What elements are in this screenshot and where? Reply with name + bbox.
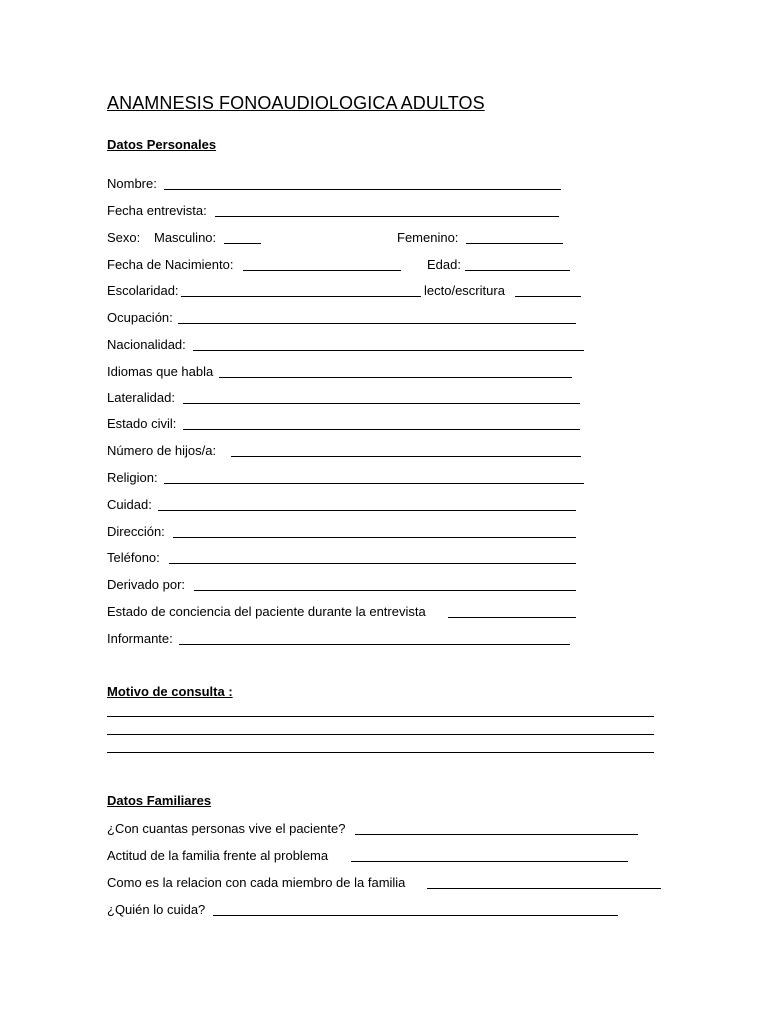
blank-relacion-familia[interactable] <box>427 888 661 889</box>
field-actitud-familia <box>107 847 632 865</box>
field-informante <box>107 630 572 648</box>
blank-numero-hijos[interactable] <box>231 456 581 457</box>
blank-lecto-escritura[interactable] <box>515 296 581 297</box>
label-femenino: Femenino: <box>397 230 459 245</box>
label-estado-civil: Estado civil: <box>107 416 177 431</box>
label-informante: Informante: <box>107 631 173 646</box>
blank-motivo-line-2[interactable] <box>107 734 654 735</box>
label-lecto-escritura: lecto/escritura <box>424 283 505 298</box>
field-telefono <box>107 549 577 567</box>
field-relacion-familia <box>107 874 662 892</box>
label-masculino: Masculino: <box>154 230 217 245</box>
blank-motivo-line-3[interactable] <box>107 752 654 753</box>
blank-motivo-line-1[interactable] <box>107 716 654 717</box>
label-relacion-familia: Como es la relacion con cada miembro de la familia <box>107 875 406 890</box>
blank-personas-vive[interactable] <box>355 834 638 835</box>
label-idiomas: Idiomas que habla <box>107 364 214 379</box>
field-quien-cuida <box>107 901 619 919</box>
blank-direccion[interactable] <box>173 537 576 538</box>
label-quien-cuida: ¿Quién lo cuida? <box>107 902 206 917</box>
blank-escolaridad[interactable] <box>181 296 421 297</box>
field-sexo <box>107 229 567 247</box>
field-personas-vive <box>107 820 642 838</box>
field-direccion <box>107 523 577 541</box>
label-sexo: Sexo: <box>107 230 141 245</box>
blank-femenino[interactable] <box>466 243 563 244</box>
blank-ocupacion[interactable] <box>178 323 576 324</box>
field-estado-civil <box>107 415 581 433</box>
label-fecha-nacimiento: Fecha de Nacimiento: <box>107 257 234 272</box>
label-fecha-entrevista: Fecha entrevista: <box>107 203 207 218</box>
label-numero-hijos: Número de hijos/a: <box>107 443 217 458</box>
blank-actitud-familia[interactable] <box>351 861 628 862</box>
field-nacionalidad <box>107 336 585 354</box>
blank-fecha-nacimiento[interactable] <box>243 270 401 271</box>
label-nombre: Nombre: <box>107 176 157 191</box>
blank-estado-conciencia[interactable] <box>448 617 576 618</box>
field-estado-conciencia <box>107 603 577 621</box>
field-derivado <box>107 576 577 594</box>
field-escolaridad <box>107 282 582 300</box>
blank-fecha-entrevista[interactable] <box>215 216 559 217</box>
blank-derivado[interactable] <box>194 590 576 591</box>
field-fecha-entrevista <box>107 202 567 220</box>
blank-cuidad[interactable] <box>158 510 576 511</box>
blank-informante[interactable] <box>179 644 570 645</box>
blank-telefono[interactable] <box>169 563 576 564</box>
field-ocupacion <box>107 309 577 327</box>
label-direccion: Dirección: <box>107 524 165 539</box>
blank-quien-cuida[interactable] <box>213 915 618 916</box>
blank-masculino[interactable] <box>224 243 261 244</box>
field-lateralidad <box>107 389 581 407</box>
label-nacionalidad: Nacionalidad: <box>107 337 186 352</box>
label-cuidad: Cuidad: <box>107 497 152 512</box>
label-escolaridad: Escolaridad: <box>107 283 179 298</box>
blank-nombre[interactable] <box>164 189 561 190</box>
label-derivado: Derivado por: <box>107 577 186 592</box>
label-edad: Edad: <box>427 257 461 272</box>
document-title: ANAMNESIS FONOAUDIOLOGICA ADULTOS <box>107 93 485 113</box>
label-ocupacion: Ocupación: <box>107 310 173 325</box>
field-nombre <box>107 175 567 193</box>
label-religion: Religion: <box>107 470 158 485</box>
blank-estado-civil[interactable] <box>183 429 580 430</box>
field-cuidad <box>107 496 577 514</box>
section-heading-motivo-consulta: Motivo de consulta : <box>107 684 233 699</box>
blank-religion[interactable] <box>164 483 584 484</box>
blank-lateralidad[interactable] <box>183 403 580 404</box>
label-estado-conciencia: Estado de conciencia del paciente durante la entrevista <box>107 604 426 619</box>
field-religion <box>107 469 585 487</box>
blank-idiomas[interactable] <box>219 377 572 378</box>
section-heading-datos-familiares: Datos Familiares <box>107 793 212 808</box>
field-idiomas <box>107 363 573 381</box>
blank-nacionalidad[interactable] <box>193 350 584 351</box>
blank-edad[interactable] <box>465 270 570 271</box>
field-fecha-nacimiento <box>107 256 572 274</box>
field-numero-hijos <box>107 442 582 460</box>
label-lateralidad: Lateralidad: <box>107 390 175 405</box>
section-heading-datos-personales: Datos Personales <box>107 137 217 152</box>
label-personas-vive: ¿Con cuantas personas vive el paciente? <box>107 821 346 836</box>
label-actitud-familia: Actitud de la familia frente al problema <box>107 848 329 863</box>
label-telefono: Teléfono: <box>107 550 160 565</box>
